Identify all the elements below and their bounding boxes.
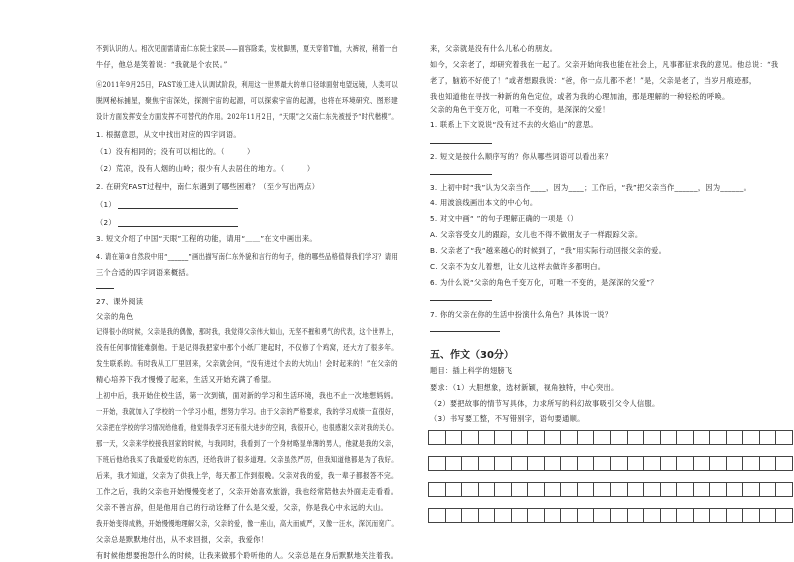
grid-cell[interactable]	[594, 457, 611, 471]
section-27: 27、课外阅读	[96, 297, 144, 306]
grid-cell[interactable]	[677, 431, 694, 445]
r-question-5a: A. 父亲容受女儿的跟踪，女儿也不得不做朋友子一样跟踪父亲。	[430, 230, 643, 239]
grid-cell[interactable]	[628, 509, 645, 523]
question-3: 3. 短文介绍了中国“天眼”工程的功能，请用“＿＿”在文中画出来。	[96, 234, 317, 243]
writing-grid-row[interactable]	[428, 508, 793, 523]
article-line: 父亲不善言辞，但是他用自己的行动诠释了什么是父爱，父亲，你是我心中永远的大山。	[96, 503, 389, 512]
grid-cell[interactable]	[661, 483, 678, 497]
grid-cell[interactable]	[727, 483, 744, 497]
grid-cell[interactable]	[578, 483, 595, 497]
answer-line[interactable]	[430, 331, 500, 332]
article-line: 父亲总是默默地付出，从不求回报，父亲，我爱你！	[96, 535, 269, 544]
question-4b: 三个合适的四字词语来概括。	[96, 268, 194, 277]
grid-cell[interactable]	[495, 457, 512, 471]
grid-cell[interactable]	[760, 431, 777, 445]
grid-cell[interactable]	[710, 509, 727, 523]
question-1a: （1）没有相同的；没有可以相比的。（ ）	[96, 147, 255, 156]
r-question-2: 2. 短文是按什么顺序写的？你从哪些词语可以看出来？	[430, 152, 613, 161]
grid-cell[interactable]	[743, 509, 760, 523]
passage-line: 老了，脑筋不好使了！”或者想跟我说：“爸，你一点儿都不老！”是，父亲是老了，当岁月痕迹那，	[430, 76, 757, 85]
grid-cell[interactable]	[628, 457, 645, 471]
grid-cell[interactable]	[611, 431, 628, 445]
r-question-3: 3. 上初中时“我”认为父亲当作____，因为____；工作后，“我”把父亲当作______，因为______。	[430, 183, 752, 192]
grid-cell[interactable]	[776, 483, 793, 497]
article-line: 那一天，父亲来学校接我回家的时候，与我同时，我看到了一个身材略显单薄的男人，他就是我的父亲，	[96, 439, 399, 448]
passage-line: ⑥2011年9月25日，FAST竣工进入认调试阶段，利用这一世界最大的单口径球面射电望远镜，人类可以	[96, 80, 398, 89]
grid-cell[interactable]	[743, 431, 760, 445]
grid-cell[interactable]	[429, 483, 446, 497]
grid-cell[interactable]	[594, 509, 611, 523]
section-5-heading: 五、作文（30分）	[430, 350, 514, 361]
grid-cell[interactable]	[628, 483, 645, 497]
essay-requirement-1: 要求：（1）大胆想象，选材新颖，视角独特，中心突出。	[430, 383, 619, 392]
grid-cell[interactable]	[776, 509, 793, 523]
article-line: 记得很小的时候，父亲是我的偶像，那时我，我觉得父亲伟大如山，无坚不摧和勇气的代表，这个世界上，	[96, 327, 398, 336]
grid-cell[interactable]	[578, 431, 595, 445]
grid-cell[interactable]	[495, 431, 512, 445]
grid-cell[interactable]	[512, 483, 529, 497]
grid-cell[interactable]	[694, 483, 711, 497]
grid-cell[interactable]	[495, 509, 512, 523]
r-question-5: 5. 对文中画“ ”的句子理解正确的一项是（）	[430, 214, 578, 223]
answer-line-2b[interactable]	[118, 226, 238, 227]
r-question-6: 6. 为什么说“父亲的角色千变万化，可唯一不变的，是深深的父爱”？	[430, 278, 658, 287]
grid-cell[interactable]	[561, 457, 578, 471]
grid-cell[interactable]	[694, 509, 711, 523]
article-line: 下班后他给我买了我最爱吃的东西，还给我讲了很多道理。父亲虽然严厉，但我知道他都是为了我好。	[96, 455, 398, 464]
answer-line[interactable]	[430, 143, 492, 144]
grid-cell[interactable]	[561, 509, 578, 523]
r-question-5b: B. 父亲老了“我”越来越心的时候到了，“我”用实际行动回报父亲的爱。	[430, 246, 667, 255]
grid-cell[interactable]	[743, 483, 760, 497]
grid-cell[interactable]	[611, 457, 628, 471]
grid-cell[interactable]	[611, 483, 628, 497]
answer-line-2a[interactable]	[118, 208, 238, 209]
passage-line: 我也知道他在寻找一种新的角色定位，或者为我的心理加油，那是理解的一种轻松的呼唤。	[430, 92, 730, 101]
grid-cell[interactable]	[479, 431, 496, 445]
grid-cell[interactable]	[644, 431, 661, 445]
grid-cell[interactable]	[462, 483, 479, 497]
grid-cell[interactable]	[545, 509, 562, 523]
grid-cell[interactable]	[429, 431, 446, 445]
passage-line: 设计方面发挥安全方面发挥不可替代的作用。202年11月2日，“天眼”之父南仁东先被授予“时代楷模”。	[96, 112, 398, 121]
grid-cell[interactable]	[776, 431, 793, 445]
writing-grid-row[interactable]	[428, 456, 793, 471]
r-question-5c: C. 父亲不为女儿着想，让女儿这样去做许多都明白。	[430, 262, 606, 271]
grid-cell[interactable]	[528, 509, 545, 523]
grid-cell[interactable]	[578, 509, 595, 523]
grid-cell[interactable]	[661, 431, 678, 445]
article-line: 父亲把在学校的学习情况给他看，他觉得我学习还有很大进步的空间，我很开心，也很感谢父亲对我的关心。	[96, 423, 398, 432]
passage-line: 不到认识的人。相次见面需请南仁东院士家民——面容除柔，发枕脚黑，夏天穿着T恤，大裤衩，稍着一台	[96, 44, 398, 53]
essay-topic: 题目：插上科学的翅膀飞	[430, 366, 513, 375]
article-line: 有时候他想要抱怨什么的时候，让我来做那个聆听他的人。父亲总是在身后默默地关注着我。	[96, 551, 399, 560]
article-line: 精心培养下我才慢慢了起来，生活又开始充满了希望。	[96, 375, 276, 384]
grid-cell[interactable]	[446, 431, 463, 445]
r-question-1: 1. 联系上下文说说“没有过不去的火焰山”的意思。	[430, 120, 598, 129]
answer-line[interactable]	[430, 300, 492, 301]
passage-line: 脱网秘标捕星，聚焦宇宙深处，探测宇宙的起源，可以探索宇宙的起源，也将在环境研究、图形建	[96, 96, 399, 105]
article-line: 发生联系的。有时我从工厂里回来，父亲就会问，“没有进过个去的大坑山！会时起来的！”在父亲的	[96, 359, 398, 368]
grid-cell[interactable]	[462, 431, 479, 445]
passage-line: 牛仔，他总是笑着说：“我就是个农民。”	[96, 60, 228, 69]
grid-cell[interactable]	[545, 431, 562, 445]
grid-cell[interactable]	[677, 483, 694, 497]
grid-cell[interactable]	[512, 431, 529, 445]
grid-cell[interactable]	[661, 509, 678, 523]
grid-cell[interactable]	[727, 457, 744, 471]
passage-line: 如今，父亲老了，却研究着我在一起了。父亲开始向我也能在社会上，凡事都征求我的意见。他总说：“我	[430, 60, 779, 69]
grid-cell[interactable]	[495, 483, 512, 497]
grid-cell[interactable]	[710, 457, 727, 471]
grid-cell[interactable]	[545, 457, 562, 471]
grid-cell[interactable]	[512, 457, 529, 471]
grid-cell[interactable]	[479, 483, 496, 497]
passage-line: 来，父亲就是没有什么儿私心的朋友。	[430, 44, 558, 53]
grid-cell[interactable]	[694, 431, 711, 445]
divider	[96, 288, 114, 289]
grid-cell[interactable]	[528, 457, 545, 471]
grid-cell[interactable]	[611, 509, 628, 523]
grid-cell[interactable]	[661, 457, 678, 471]
article-title: 父亲的角色	[96, 312, 134, 321]
grid-cell[interactable]	[479, 457, 496, 471]
grid-cell[interactable]	[677, 509, 694, 523]
grid-cell[interactable]	[479, 509, 496, 523]
grid-cell[interactable]	[561, 483, 578, 497]
grid-cell[interactable]	[760, 457, 777, 471]
article-line: 上初中后，我开始住校生活，第一次到镇，面对新的学习和生活环境，我也不止一次地想妈妈。	[96, 391, 398, 400]
grid-cell[interactable]	[644, 457, 661, 471]
grid-cell[interactable]	[545, 483, 562, 497]
r-question-7: 7. 你的父亲在你的生活中扮演什么角色？具体说一说？	[430, 310, 613, 319]
grid-cell[interactable]	[528, 483, 545, 497]
grid-cell[interactable]	[727, 431, 744, 445]
grid-cell[interactable]	[429, 457, 446, 471]
grid-cell[interactable]	[644, 483, 661, 497]
grid-cell[interactable]	[462, 457, 479, 471]
writing-grid-row[interactable]	[428, 482, 793, 497]
article-line: 我开始变得成熟，开始慢慢地理解父亲，父亲的爱，像一座山，高大而威严，又像一汪水，深沉而宽广。	[96, 519, 399, 528]
article-line: 工作之后，我的父亲也开始慢慢变老了，父亲开始喜欢旅游，我也经常陪他去外面走走看看。	[96, 487, 399, 496]
grid-cell[interactable]	[644, 509, 661, 523]
question-2a: （1）	[96, 200, 116, 209]
article-line: 后来，我才知道，父亲为了供我上学，每天都工作到很晚。父亲对我的爱，我一辈子都报答不完。	[96, 471, 399, 480]
grid-cell[interactable]	[446, 483, 463, 497]
question-1: 1. 根据意思，从文中找出对应的四字词语。	[96, 130, 241, 139]
grid-cell[interactable]	[561, 431, 578, 445]
grid-cell[interactable]	[727, 509, 744, 523]
essay-requirement-2: （2）要把故事的情节写具体，力求所写的科幻故事吸引父令人信服。	[430, 399, 660, 408]
question-1b: （2）荒凉，没有人烟的山岭；很少有人去居住的地方。（ ）	[96, 164, 315, 173]
answer-line[interactable]	[430, 174, 492, 175]
essay-requirement-3: （3）书写要工整，不写错别字，语句要通顺。	[430, 414, 585, 423]
grid-cell[interactable]	[512, 509, 529, 523]
grid-cell[interactable]	[694, 457, 711, 471]
article-line: 没有任何事情能难倒他。于是记得我把家中那个小纸厂建起时，不仅修了个鸡窝，还大方了很多年。	[96, 343, 399, 352]
grid-cell[interactable]	[760, 483, 777, 497]
grid-cell[interactable]	[528, 431, 545, 445]
grid-cell[interactable]	[776, 457, 793, 471]
r-question-4: 4. 用波浪线画出本文的中心句。	[430, 198, 538, 207]
passage-line: 父亲的角色干变万化，可唯一不变的，是深深的父爱！	[430, 105, 610, 114]
grid-cell[interactable]	[677, 457, 694, 471]
grid-cell[interactable]	[594, 483, 611, 497]
grid-cell[interactable]	[710, 483, 727, 497]
grid-cell[interactable]	[594, 431, 611, 445]
question-2: 2. 在研究FAST过程中，南仁东遇到了哪些困难？（至少写出两点）	[96, 182, 320, 191]
grid-cell[interactable]	[628, 431, 645, 445]
grid-cell[interactable]	[446, 509, 463, 523]
grid-cell[interactable]	[760, 509, 777, 523]
question-4a: 4. 请在第③自然段中用“______”画出描写南仁东外貌和言行的句子，他的哪些品格值得我们学习？请用	[96, 252, 399, 261]
question-2b: （2）	[96, 218, 116, 227]
grid-cell[interactable]	[710, 431, 727, 445]
writing-grid-row[interactable]	[428, 430, 793, 445]
grid-cell[interactable]	[743, 457, 760, 471]
article-line: 一开始，我就加入了学校的一个学习小组，想努力学习。由于父亲的严格要求，我的学习成绩一直很好，	[96, 407, 399, 416]
grid-cell[interactable]	[462, 509, 479, 523]
grid-cell[interactable]	[578, 457, 595, 471]
grid-cell[interactable]	[446, 457, 463, 471]
grid-cell[interactable]	[429, 509, 446, 523]
